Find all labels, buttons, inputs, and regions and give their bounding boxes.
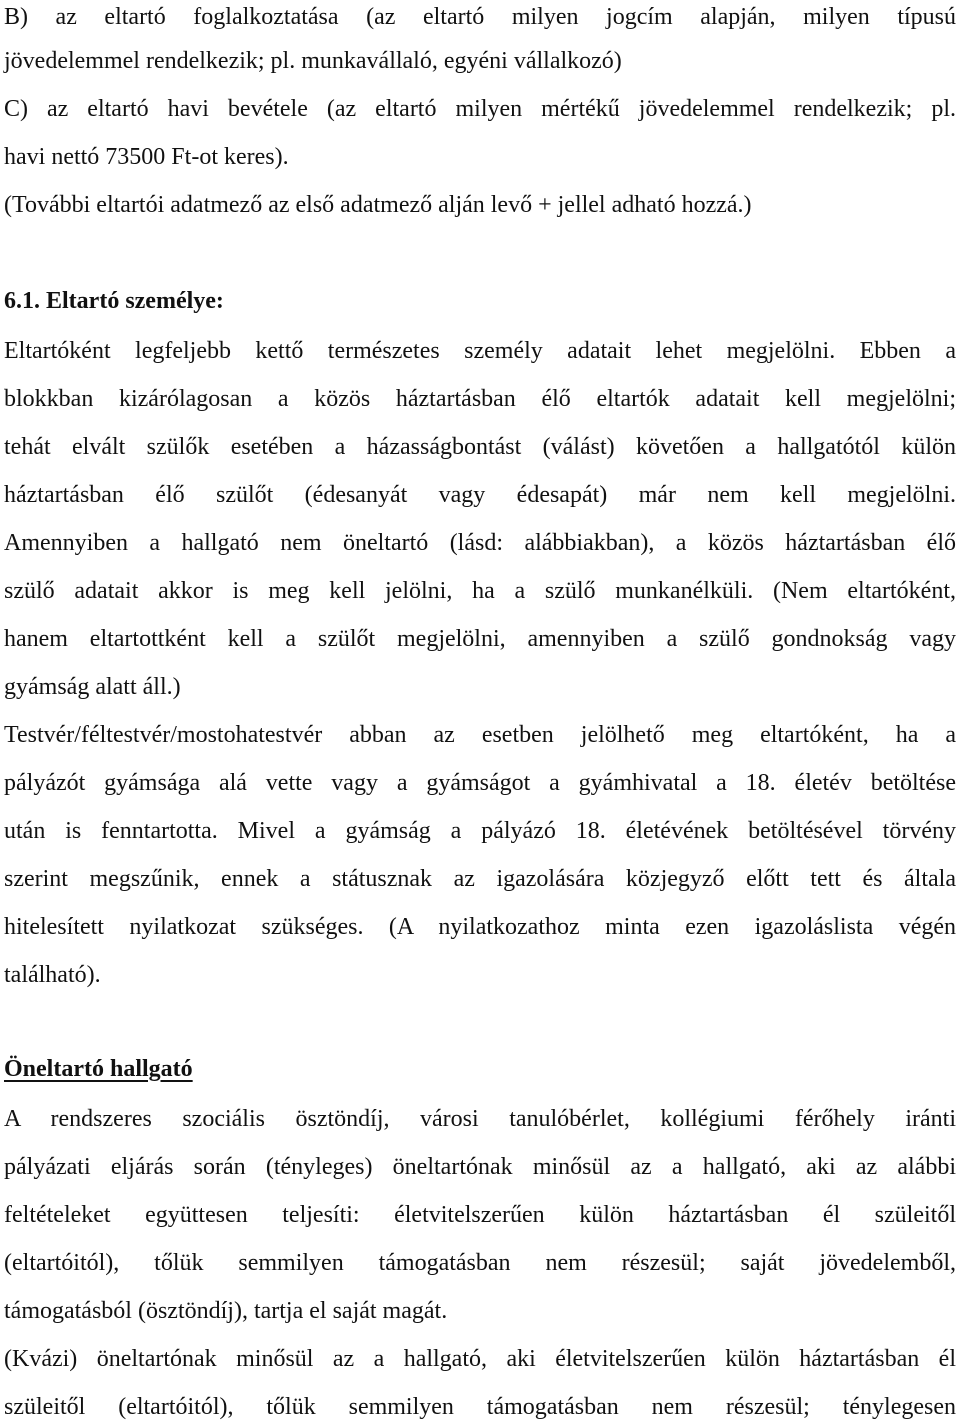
paragraph-line: (Kvázi) öneltartónak minősül az a hallgató, aki életvitelszerűen külön háztartásban él: [4, 1346, 956, 1372]
paragraph-line: található).: [4, 962, 101, 988]
section-heading-6-1: 6.1. Eltartó személye:: [4, 288, 224, 314]
section-b-line-2: jövedelemmel rendelkezik; pl. munkavállaló, egyéni vállalkozó): [4, 48, 622, 74]
paragraph-line: Eltartóként legfeljebb kettő természetes személy adatait lehet megjelölni. Ebben a: [4, 338, 956, 364]
section-heading-oneltarto: Öneltartó hallgató: [4, 1056, 193, 1082]
paragraph-line: pályázati eljárás során (tényleges) öneltartónak minősül az a hallgató, aki az alábbi: [4, 1154, 956, 1180]
paragraph-line: hitelesített nyilatkozat szükséges. (A nyilatkozathoz minta ezen igazoláslista végén: [4, 914, 956, 940]
paragraph-line: hanem eltartottként kell a szülőt megjelölni, amennyiben a szülő gondnokság vagy: [4, 626, 956, 652]
paragraph-line: támogatásból (ösztöndíj), tartja el saját magát.: [4, 1298, 448, 1324]
section-c-line-1: C) az eltartó havi bevétele (az eltartó milyen mértékű jövedelemmel rendelkezik; pl.: [4, 96, 956, 122]
paragraph-line: után is fenntartotta. Mivel a gyámság a pályázó 18. életévének betöltésével törvény: [4, 818, 956, 844]
paragraph-line: pályázót gyámsága alá vette vagy a gyámságot a gyámhivatal a 18. életév betöltése: [4, 770, 956, 796]
section-c-note: (További eltartói adatmező az első adatmező alján levő + jellel adható hozzá.): [4, 192, 752, 218]
paragraph-line: (eltartóitól), tőlük semmilyen támogatásban nem részesül; saját jövedelemből,: [4, 1250, 956, 1276]
section-c-line-2: havi nettó 73500 Ft-ot keres).: [4, 144, 289, 170]
paragraph-line: szüleitől (eltartóitól), tőlük semmilyen támogatásban nem részesül; ténylegesen: [4, 1394, 956, 1420]
paragraph-line: háztartásban élő szülőt (édesanyát vagy édesapát) már nem kell megjelölni.: [4, 482, 956, 508]
paragraph-line: Amennyiben a hallgató nem öneltartó (lásd: alábbiakban), a közös háztartásban élő: [4, 530, 956, 556]
paragraph-line: Testvér/féltestvér/mostohatestvér abban az esetben jelölhető meg eltartóként, ha a: [4, 722, 956, 748]
paragraph-line: A rendszeres szociális ösztöndíj, városi tanulóbérlet, kollégiumi férőhely iránti: [4, 1106, 956, 1132]
paragraph-line: szerint megszűnik, ennek a státusznak az igazolására közjegyző előtt tett és általa: [4, 866, 956, 892]
paragraph-line: gyámság alatt áll.): [4, 674, 181, 700]
paragraph-line: szülő adatait akkor is meg kell jelölni, ha a szülő munkanélküli. (Nem eltartóként,: [4, 578, 956, 604]
paragraph-line: blokkban kizárólagosan a közös háztartásban élő eltartók adatait kell megjelölni;: [4, 386, 956, 412]
section-b-line-1: B) az eltartó foglalkoztatása (az eltartó milyen jogcím alapján, milyen típusú: [4, 4, 956, 30]
paragraph-line: tehát elvált szülők esetében a házasságbontást (válást) követően a hallgatótól külön: [4, 434, 956, 460]
paragraph-line: feltételeket együttesen teljesíti: életvitelszerűen külön háztartásban él szüleitől: [4, 1202, 956, 1228]
